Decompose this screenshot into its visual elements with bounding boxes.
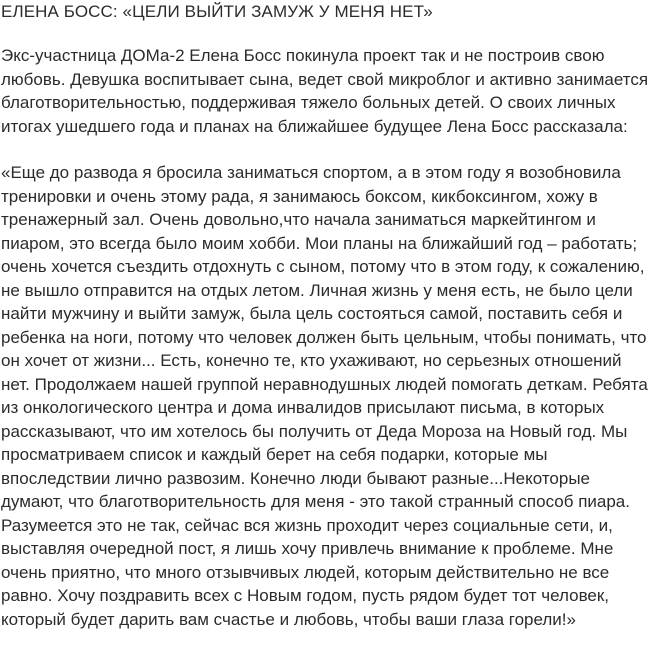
quote-line: из онкологического центра и дома инвалидов присылают письма, в которых: [1, 398, 605, 417]
quote-line: Разумеется это не так, сейчас вся жизнь проходит через социальные сети, и,: [1, 515, 613, 535]
quote-paragraph: [0, 161, 670, 631]
quote-line: просматриваем список и каждый берет на себя подарки, которые мы: [1, 445, 548, 464]
quote-line: не вышло отправится на отдых летом. Личная жизнь у меня есть, не было цели: [1, 280, 633, 300]
quote-line: «Еще до развода я бросила заниматься спортом, а в этом году я возобновила: [1, 163, 621, 182]
quote-line: найти мужчину и выйти замуж, была цель состояться самой, поставить себя и: [1, 304, 623, 323]
intro-paragraph: [0, 44, 670, 138]
quote-line: рассказывают, что им хотелось бы получить от Деда Мороза на Новый год. Мы: [1, 421, 628, 441]
quote-line: выставляя очередной пост, я лишь хочу привлечь внимание к проблеме. Мне: [1, 539, 614, 558]
quote-line: тренировки и очень этому рада, я занимаюсь боксом, кикбоксингом, хожу в: [1, 186, 598, 206]
quote-line: равно. Хочу поздравить всех с Новым годом, пусть рядом будет тот человек,: [1, 586, 610, 605]
quote-line: он хочет от жизни... Есть, конечно те, кто ухаживают, но серьезных отношений: [1, 351, 622, 370]
quote-line: нет. Продолжаем нашей группой неравнодушных людей помогать деткам. Ребята: [1, 374, 648, 394]
quote-line: пиаром, это всегда было моим хобби. Мои планы на ближайший год – работать;: [1, 233, 638, 253]
quote-line: очень приятно, что много отзывчивых людей, которым действительно не все: [1, 562, 610, 582]
quote-line: который будет дарить вам счастье и любовь, чтобы ваши глаза горели!»: [1, 609, 576, 629]
article-title: ЕЛЕНА БОСС: «ЦЕЛИ ВЫЙТИ ЗАМУЖ У МЕНЯ НЕТ»: [1, 2, 433, 21]
quote-line: думают, что благотворительность для меня - это такой странный способ пиара.: [1, 492, 630, 511]
quote-line: впоследствии лично развозим. Конечно люди бывают разные...Некоторые: [1, 468, 591, 488]
intro-line: итогах ушедшего года и планах на ближайшее будущее Лена Босс рассказала:: [1, 116, 628, 136]
quote-line: ребенка на ноги, потому что человек должен быть цельным, чтобы понимать, что: [1, 327, 647, 347]
intro-line: Экс-участница ДОМа-2 Елена Босс покинула проект так и не построив свою: [1, 46, 605, 65]
quote-line: очень хочется съездить отдохнуть с сыном, потому что в этом году, к сожалению,: [1, 257, 645, 276]
quote-line: тренажерный зал. Очень довольно,что начала заниматься маркейтингом и: [1, 210, 596, 229]
intro-line: любовь. Девушка воспитывает сына, ведет свой микроблог и активно занимается: [1, 69, 649, 89]
intro-line: благотворительностью, поддерживая тяжело больных детей. О своих личных: [1, 93, 616, 112]
